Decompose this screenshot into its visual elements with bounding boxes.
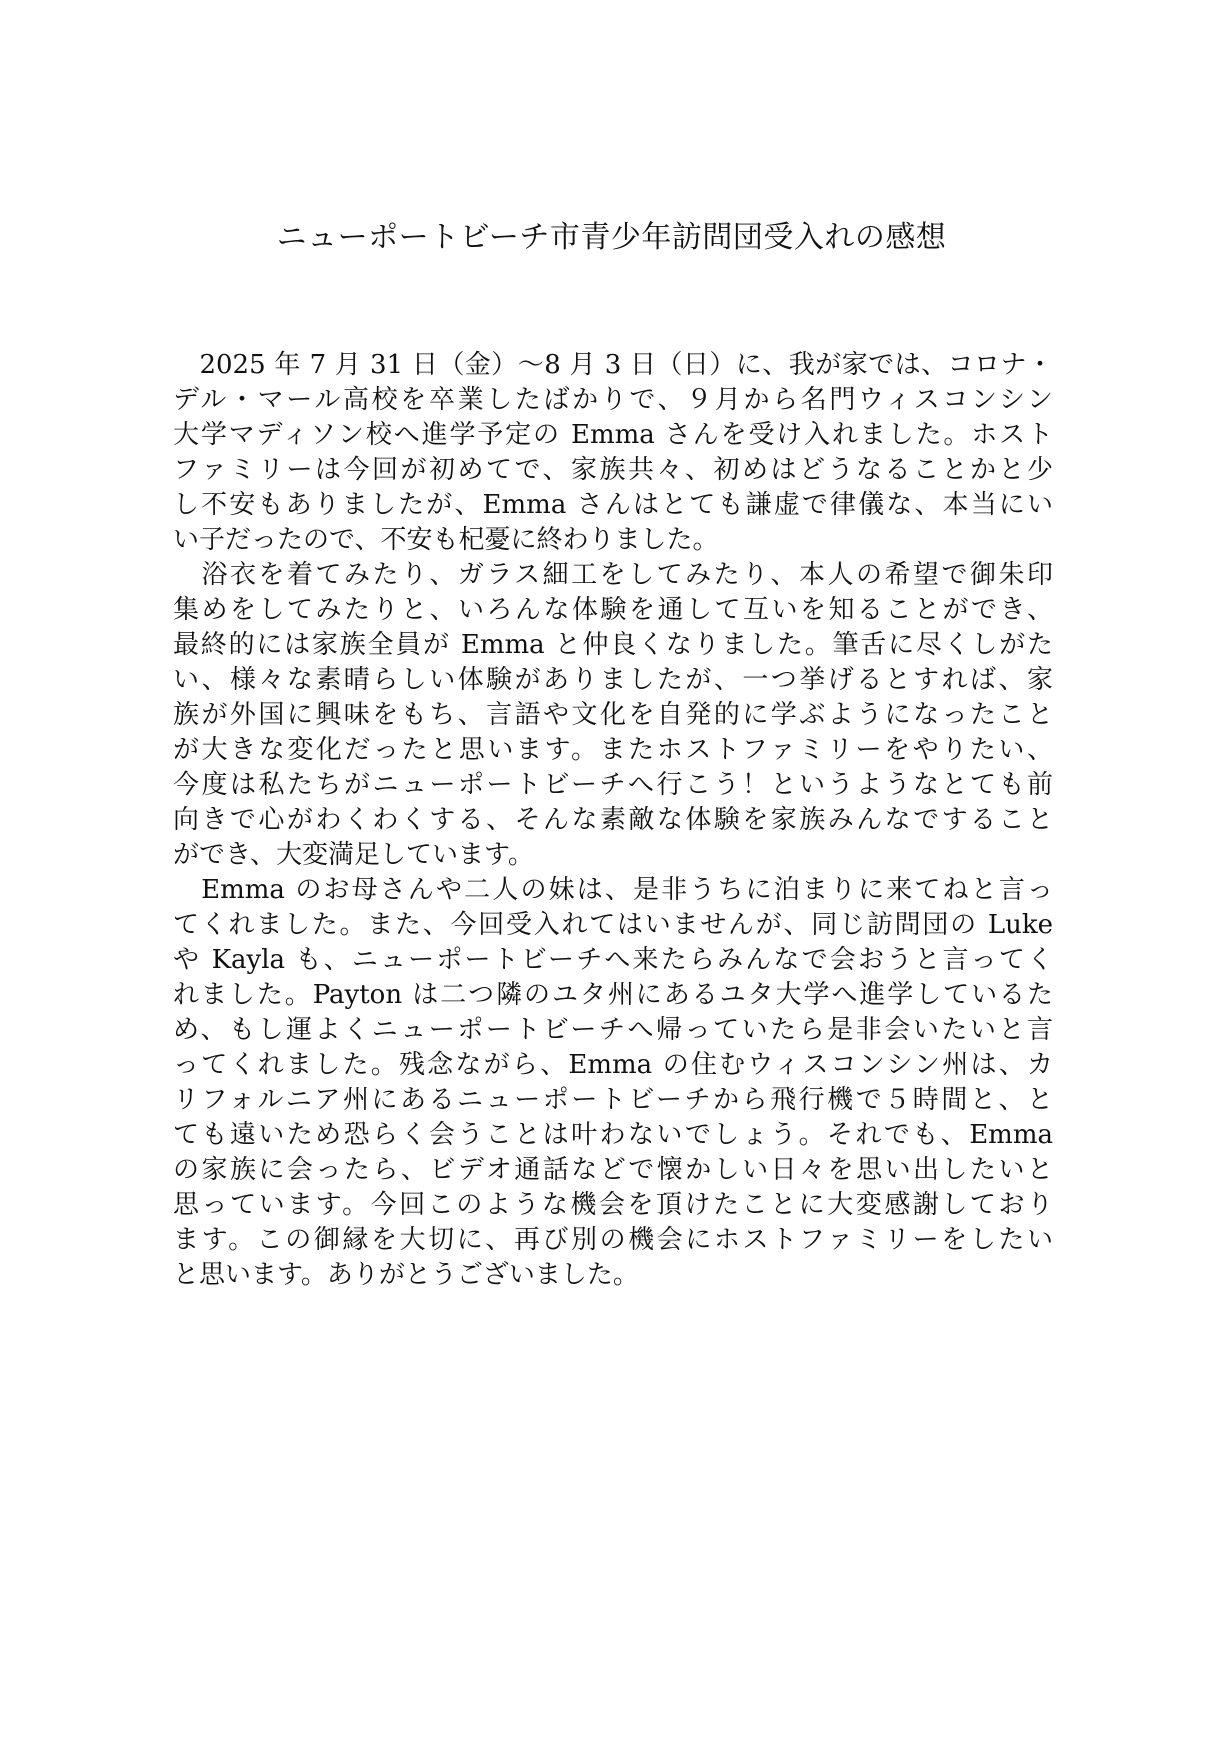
- paragraph-3: [173, 873, 1053, 1293]
- paragraph-line: リフォルニア州にあるニューポートビーチから飛行機で５時間と、と: [173, 1085, 1053, 1115]
- paragraph-2: [173, 558, 1053, 873]
- paragraph-line: ってくれました。残念ながら、Emma の住むウィスコンシン州は、カ: [173, 1050, 1053, 1080]
- paragraph-line: 最終的には家族全員が Emma と仲良くなりました。筆舌に尽くしがた: [173, 630, 1053, 660]
- paragraph-line: れました。Payton は二つ隣のユタ州にあるユタ大学へ進学しているた: [173, 980, 1053, 1010]
- paragraph-line: 集めをしてみたりと、いろんな体験を通して互いを知ることができ、: [173, 595, 1053, 625]
- paragraph-line: し不安もありましたが、Emma さんはとても謙虚で律儀な、本当にい: [173, 490, 1053, 520]
- paragraph-line: 向きで心がわくわくする、そんな素敵な体験を家族みんなですること: [173, 805, 1053, 835]
- paragraph-line: が大きな変化だったと思います。またホストファミリーをやりたい、: [173, 735, 1053, 765]
- document-title: ニューポートビーチ市青少年訪問団受入れの感想: [276, 220, 947, 255]
- paragraph-line: 思っています。今回このような機会を頂けたことに大変感謝しており: [173, 1190, 1053, 1220]
- paragraph-line: 浴衣を着てみたり、ガラス細工をしてみたり、本人の希望で御朱印: [173, 560, 1053, 590]
- paragraph-line: め、もし運よくニューポートビーチへ帰っていたら是非会いたいと言: [173, 1015, 1053, 1045]
- paragraph-line: 族が外国に興味をもち、言語や文化を自発的に学ぶようになったこと: [173, 700, 1053, 730]
- paragraph-1: [173, 348, 1053, 558]
- paragraph-line: と思います。ありがとうございました。: [173, 1260, 639, 1290]
- paragraph-line: ても遠いため恐らく会うことは叶わないでしょう。それでも、Emma: [173, 1120, 1053, 1150]
- paragraph-line: デル・マール高校を卒業したばかりで、９月から名門ウィスコンシン: [173, 385, 1053, 415]
- paragraph-line: い、様々な素晴らしい体験がありましたが、一つ挙げるとすれば、家: [173, 665, 1053, 695]
- paragraph-line: 今度は私たちがニューポートビーチへ行こう！というようなとても前: [173, 770, 1053, 800]
- paragraph-line: 2025 年 7 月 31 日（金）〜8 月 3 日（日）に、我が家では、コロナ・: [173, 350, 1053, 380]
- paragraph-line: 大学マディソン校へ進学予定の Emma さんを受け入れました。ホスト: [173, 420, 1053, 450]
- paragraph-line: ができ、大変満足しています。: [173, 840, 534, 870]
- paragraph-line: Emma のお母さんや二人の妹は、是非うちに泊まりに来てねと言っ: [173, 875, 1053, 905]
- paragraph-line: てくれました。また、今回受入れてはいませんが、同じ訪問団の Luke: [173, 910, 1053, 940]
- paragraph-line: の家族に会ったら、ビデオ通話などで懐かしい日々を思い出したいと: [173, 1155, 1053, 1185]
- document-body: [173, 348, 1053, 1293]
- paragraph-line: ます。この御縁を大切に、再び別の機会にホストファミリーをしたい: [173, 1225, 1053, 1255]
- paragraph-line: い子だったので、不安も杞憂に終わりました。: [173, 525, 719, 555]
- paragraph-line: ファミリーは今回が初めてで、家族共々、初めはどうなることかと少: [173, 455, 1053, 485]
- paragraph-line: や Kayla も、ニューポートビーチへ来たらみんなで会おうと言ってく: [173, 945, 1053, 975]
